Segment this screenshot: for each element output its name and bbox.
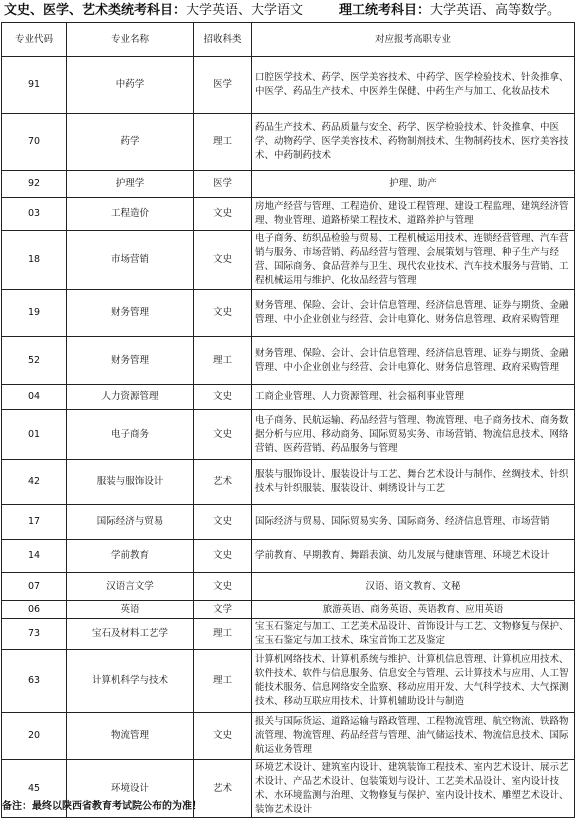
vocational-majors: 学前教育、早期教育、舞蹈表演、幼儿发展与健康管理、环境艺术设计 (252, 540, 575, 573)
vocational-majors: 计算机网络技术、计算机系统与维护、计算机信息管理、计算机应用技术、软件技术、软件与信息服务、信息安全与管理、云计算技术与应用、人工智能技术服务、信息网络安全监察、移动应用开发、大气科学技术、大气探测技术、移动互联应用技术、计算机辅助设计与制造 (252, 650, 575, 713)
major-code: 06 (2, 601, 67, 619)
vocational-majors: 财务管理、保险、会计、会计信息管理、经济信息管理、证券与期货、金融管理、中小企业创业与经营、会计电算化、财务信息管理、政府采购管理 (252, 337, 575, 385)
major-category: 文史 (194, 713, 252, 760)
major-code: 14 (2, 540, 67, 573)
table-row (2, 601, 575, 619)
major-code: 52 (2, 337, 67, 385)
major-category: 医学 (194, 171, 252, 198)
table-row (2, 540, 575, 573)
major-name: 市场营销 (67, 231, 194, 290)
vocational-majors: 护理、助产 (252, 171, 575, 198)
major-code: 91 (2, 57, 67, 114)
major-code: 63 (2, 650, 67, 713)
table-row (2, 650, 575, 713)
vocational-majors: 宝玉石鉴定与加工、工艺美术品设计、首饰设计与工艺、文物修复与保护、宝玉石鉴定与加工技术、珠宝首饰工艺及鉴定 (252, 619, 575, 650)
arts-subjects-label: 文史、医学、艺术类统考科目： (4, 3, 187, 18)
major-category: 文史 (194, 410, 252, 460)
table-row (2, 290, 575, 337)
major-name: 护理学 (67, 171, 194, 198)
vocational-majors: 口腔医学技术、药学、医学美容技术、中药学、医学检验技术、针灸推拿、中医学、药品生产技术、中医养生保健、中药生产与加工、化妆品技术 (252, 57, 575, 114)
table-row (2, 573, 575, 601)
major-code: 73 (2, 619, 67, 650)
table-row (2, 114, 575, 171)
major-name: 药学 (67, 114, 194, 171)
science-subjects-value: 大学英语、高等数学。 (430, 3, 561, 18)
major-category: 艺术 (194, 760, 252, 818)
exam-subjects-header (0, 0, 575, 22)
major-category: 艺术 (194, 460, 252, 505)
vocational-majors: 服装与服饰设计、服装设计与工艺、舞台艺术设计与制作、丝绸技术、针织技术与针织服装、服装设计、刺绣设计与工艺 (252, 460, 575, 505)
table-row (2, 198, 575, 231)
major-category: 文史 (194, 231, 252, 290)
major-name: 计算机科学与技术 (67, 650, 194, 713)
major-code: 45 (2, 760, 67, 818)
major-name: 电子商务 (67, 410, 194, 460)
vocational-majors: 房地产经营与管理、工程造价、建设工程管理、建设工程监理、建筑经济管理、物业管理、道路桥梁工程技术、道路养护与管理 (252, 198, 575, 231)
major-name: 汉语言文学 (67, 573, 194, 601)
vocational-majors: 药品生产技术、药品质量与安全、药学、医学检验技术、针灸推拿、中医学、动物药学、医学美容技术、药物制剂技术、生物制药技术、医疗美容技术、中药制药技术 (252, 114, 575, 171)
major-code: 04 (2, 385, 67, 410)
table-row (2, 337, 575, 385)
vocational-majors: 国际经济与贸易、国际贸易实务、国际商务、经济信息管理、市场营销 (252, 505, 575, 540)
major-name: 宝石及材料工艺学 (67, 619, 194, 650)
table-row (2, 231, 575, 290)
table-row (2, 410, 575, 460)
vocational-majors: 工商企业管理、人力资源管理、社会福利事业管理 (252, 385, 575, 410)
major-name: 英语 (67, 601, 194, 619)
major-category: 理工 (194, 650, 252, 713)
science-subjects (339, 0, 560, 22)
major-category: 文史 (194, 540, 252, 573)
major-code: 42 (2, 460, 67, 505)
major-name: 中药学 (67, 57, 194, 114)
major-category: 文史 (194, 198, 252, 231)
major-category: 理工 (194, 337, 252, 385)
major-code: 07 (2, 573, 67, 601)
major-category: 文史 (194, 573, 252, 601)
major-code: 17 (2, 505, 67, 540)
major-category: 文史 (194, 290, 252, 337)
arts-subjects (4, 0, 303, 22)
major-code: 19 (2, 290, 67, 337)
vocational-majors: 电子商务、纺织品检验与贸易、工程机械运用技术、连锁经营管理、汽车营销与服务、市场营销、药品经营与管理、会展策划与管理、种子生产与经营、国际商务、食品营养与卫生、现代农业技术、汽车技术服务与营销、工程机械运用与维护、化妆品经营与管理 (252, 231, 575, 290)
major-code: 18 (2, 231, 67, 290)
major-code: 92 (2, 171, 67, 198)
major-name: 物流管理 (67, 713, 194, 760)
major-category: 文史 (194, 385, 252, 410)
major-category: 医学 (194, 57, 252, 114)
major-name: 国际经济与贸易 (67, 505, 194, 540)
vocational-majors: 财务管理、保险、会计、会计信息管理、经济信息管理、证券与期货、金融管理、中小企业创业与经营、会计电算化、财务信息管理、政府采购管理 (252, 290, 575, 337)
major-name: 财务管理 (67, 290, 194, 337)
table-header-row (2, 23, 575, 57)
major-name: 工程造价 (67, 198, 194, 231)
major-code: 70 (2, 114, 67, 171)
major-name: 环境设计 (67, 760, 194, 818)
vocational-majors: 环境艺术设计、建筑室内设计、建筑装饰工程技术、室内艺术设计、展示艺术设计、产品艺术设计、包装策划与设计、工艺美术品设计、室内设计技术、水环境监测与治理、文物修复与保护、室内设计技术、雕塑艺术设计、装饰艺术设计 (252, 760, 575, 818)
major-code: 03 (2, 198, 67, 231)
table-row (2, 619, 575, 650)
major-name: 学前教育 (67, 540, 194, 573)
col-header-code: 专业代码 (2, 23, 67, 57)
science-subjects-label: 理工统考科目： (339, 3, 431, 18)
table-row (2, 460, 575, 505)
major-code: 20 (2, 713, 67, 760)
vocational-majors: 旅游英语、商务英语、英语教育、应用英语 (252, 601, 575, 619)
col-header-name: 专业名称 (67, 23, 194, 57)
major-name: 服装与服饰设计 (67, 460, 194, 505)
major-code: 01 (2, 410, 67, 460)
major-mapping-table (1, 22, 575, 818)
footnote: 备注：最终以陕西省教育考试院公布的为准！ (2, 801, 202, 812)
col-header-category: 招收科类 (194, 23, 252, 57)
vocational-majors: 报关与国际货运、道路运输与路政管理、工程物流管理、航空物流、铁路物流管理、物流管理、药品经营与管理、油气储运技术、物流信息技术、国际航运业务管理 (252, 713, 575, 760)
major-name: 财务管理 (67, 337, 194, 385)
major-category: 文史 (194, 505, 252, 540)
table-row (2, 713, 575, 760)
col-header-majors: 对应报考高职专业 (252, 23, 575, 57)
vocational-majors: 电子商务、民航运输、药品经营与管理、物流管理、电子商务技术、商务数据分析与应用、移动商务、国际贸易实务、市场营销、物流信息技术、网络营销、医药营销、药品服务与管理 (252, 410, 575, 460)
vocational-majors: 汉语、语文教育、文秘 (252, 573, 575, 601)
major-name: 人力资源管理 (67, 385, 194, 410)
table-row (2, 505, 575, 540)
table-row (2, 171, 575, 198)
table-row (2, 385, 575, 410)
major-category: 文学 (194, 601, 252, 619)
major-category: 理工 (194, 114, 252, 171)
table-row (2, 57, 575, 114)
arts-subjects-value: 大学英语、大学语文 (186, 3, 304, 18)
major-category: 理工 (194, 619, 252, 650)
